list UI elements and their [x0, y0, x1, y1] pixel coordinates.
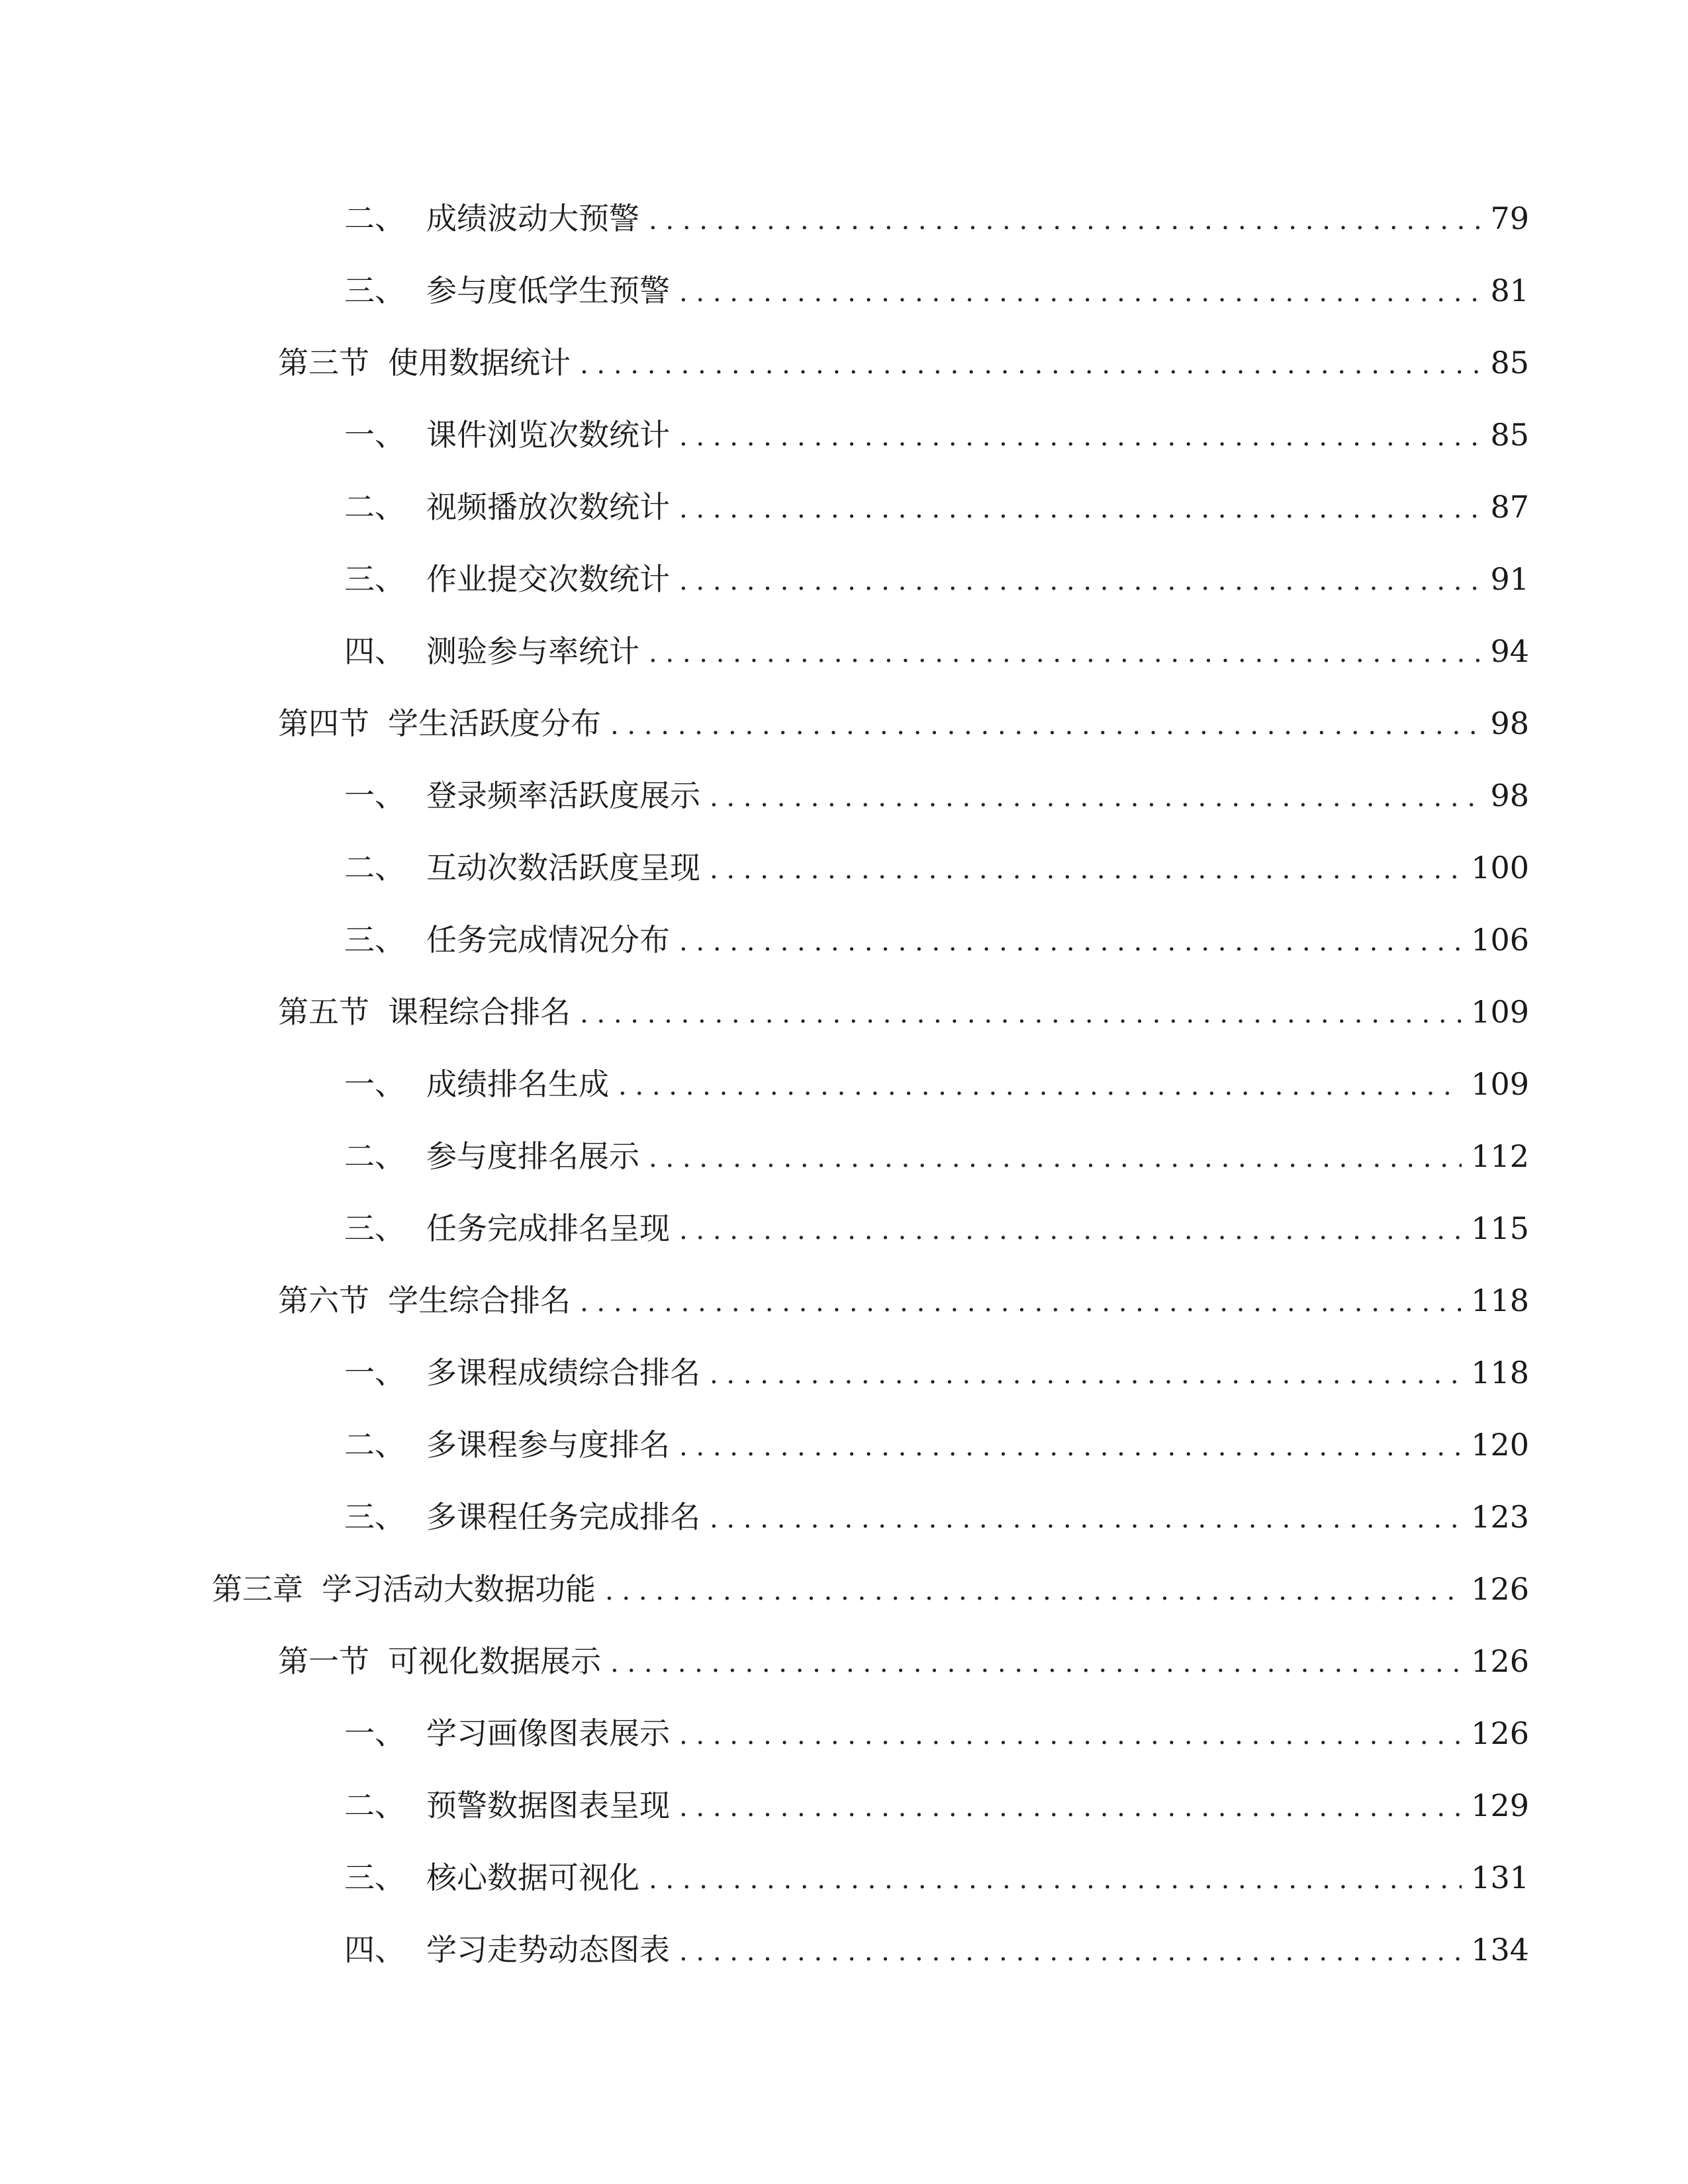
toc-entry-title: 参与度低学生预警 [426, 273, 670, 308]
toc-entry-title: 学习活动大数据功能 [322, 1571, 596, 1607]
toc-entry[interactable] [344, 1925, 1529, 1975]
toc-page-number: 98 [1490, 778, 1529, 813]
toc-entry-title: 学习画像图表展示 [426, 1715, 670, 1751]
toc-dot-leader [710, 772, 1481, 823]
toc-page-number: 126 [1471, 1571, 1529, 1607]
toc-page-number: 94 [1490, 633, 1529, 669]
toc-entry-title: 学生综合排名 [388, 1283, 571, 1318]
toc-page-number: 100 [1471, 850, 1529, 886]
toc-entry[interactable] [344, 626, 1529, 676]
toc-entry[interactable] [344, 1420, 1529, 1470]
toc-dot-leader [649, 628, 1481, 678]
toc-entry-marker: 四、 [344, 633, 405, 669]
toc-dot-leader [679, 1927, 1462, 1977]
toc-entry-title: 登录频率活跃度展示 [426, 778, 700, 813]
toc-entry-title: 视频播放次数统计 [426, 489, 670, 525]
toc-entry-title: 学习走势动态图表 [426, 1932, 670, 1968]
toc-entry-marker: 一、 [344, 1066, 405, 1102]
toc-page-number: 106 [1471, 922, 1529, 958]
toc-entry-title: 多课程成绩综合排名 [426, 1355, 700, 1390]
toc-entry[interactable] [344, 1203, 1529, 1253]
toc-entry-marker: 二、 [344, 1138, 405, 1174]
toc-entry-marker: 三、 [344, 273, 405, 308]
toc-entry[interactable] [344, 1852, 1529, 1903]
toc-entry[interactable] [344, 915, 1529, 965]
toc-page-number: 109 [1471, 994, 1529, 1030]
toc-entry[interactable] [344, 770, 1529, 821]
toc-entry-title: 成绩排名生成 [426, 1066, 609, 1102]
toc-dot-leader [710, 1349, 1462, 1400]
toc-dot-leader [679, 917, 1462, 967]
toc-dot-leader [679, 484, 1481, 534]
toc-section-number: 第六节 [278, 1283, 369, 1318]
toc-entry-marker: 一、 [344, 1715, 405, 1751]
toc-dot-leader [710, 844, 1462, 895]
toc-entry[interactable] [344, 265, 1529, 316]
toc-entry-marker: 二、 [344, 1788, 405, 1823]
toc-entry[interactable] [344, 1492, 1529, 1542]
toc-dot-leader [679, 412, 1481, 462]
toc-entry[interactable] [344, 193, 1529, 244]
toc-page-number: 131 [1471, 1860, 1529, 1895]
toc-dot-leader [649, 1133, 1462, 1183]
toc-page-number: 126 [1471, 1643, 1529, 1679]
toc-entry-marker: 二、 [344, 489, 405, 525]
toc-dot-leader [649, 1854, 1462, 1905]
toc-entry-marker: 二、 [344, 201, 405, 236]
toc-dot-leader [710, 1494, 1462, 1544]
toc-entry-marker: 三、 [344, 1860, 405, 1895]
toc-dot-leader [580, 989, 1462, 1039]
toc-entry-title: 测验参与率统计 [426, 633, 639, 669]
toc-entry-marker: 三、 [344, 561, 405, 597]
toc-page-number: 129 [1471, 1788, 1529, 1823]
toc-dot-leader [679, 1710, 1462, 1760]
toc-dot-leader [605, 1566, 1462, 1616]
toc-page-number: 98 [1490, 705, 1529, 741]
toc-entry-title: 学生活跃度分布 [388, 705, 601, 741]
toc-page-number: 87 [1490, 489, 1529, 525]
toc-page-number: 123 [1471, 1499, 1529, 1535]
toc-dot-leader [649, 195, 1481, 246]
toc-dot-leader [679, 1422, 1462, 1472]
toc-dot-leader [679, 1782, 1462, 1833]
toc-entry-title: 可视化数据展示 [388, 1643, 601, 1679]
toc-page-number: 85 [1490, 417, 1529, 453]
toc-dot-leader [618, 1061, 1462, 1111]
toc-entry-title: 作业提交次数统计 [426, 561, 670, 597]
toc-page-number: 118 [1471, 1355, 1529, 1390]
toc-entry-marker: 三、 [344, 1210, 405, 1246]
toc-entry-marker: 二、 [344, 1427, 405, 1463]
toc-page-number: 79 [1490, 201, 1529, 236]
toc-page-number: 120 [1471, 1427, 1529, 1463]
toc-entry-title: 任务完成排名呈现 [426, 1210, 670, 1246]
toc-entry-marker: 三、 [344, 922, 405, 958]
toc-entry-marker: 三、 [344, 1499, 405, 1535]
toc-entry[interactable] [344, 554, 1529, 604]
toc-entry-section[interactable] [278, 698, 1529, 749]
toc-entry-title: 参与度排名展示 [426, 1138, 639, 1174]
toc-entry-title: 成绩波动大预警 [426, 201, 639, 236]
toc-entry-section[interactable] [278, 338, 1529, 388]
toc-page-number: 81 [1490, 273, 1529, 308]
toc-dot-leader [679, 556, 1481, 606]
toc-entry[interactable] [344, 1131, 1529, 1181]
toc-entry-marker: 二、 [344, 850, 405, 886]
toc-page-number: 91 [1490, 561, 1529, 597]
toc-entry-title: 多课程参与度排名 [426, 1427, 670, 1463]
toc-entry-title: 多课程任务完成排名 [426, 1499, 700, 1535]
toc-page-number: 118 [1471, 1283, 1529, 1318]
toc-entry[interactable] [344, 1780, 1529, 1831]
toc-entry-section[interactable] [278, 1275, 1529, 1326]
toc-entry-marker: 四、 [344, 1932, 405, 1968]
toc-dot-leader [679, 1205, 1462, 1255]
toc-dot-leader [679, 267, 1481, 318]
toc-entry-chapter[interactable] [212, 1564, 1529, 1614]
toc-page-number: 126 [1471, 1715, 1529, 1751]
toc-entry-title: 任务完成情况分布 [426, 922, 670, 958]
toc-entry-title: 课程综合排名 [388, 994, 571, 1030]
toc-entry-section[interactable] [278, 987, 1529, 1037]
toc-entry[interactable] [344, 1708, 1529, 1758]
toc-page-number: 134 [1471, 1932, 1529, 1968]
toc-entry[interactable] [344, 842, 1529, 893]
toc-section-number: 第一节 [278, 1643, 369, 1679]
toc-entry-section[interactable] [278, 1636, 1529, 1686]
toc-dot-leader [610, 1638, 1462, 1688]
toc-entry-marker: 一、 [344, 417, 405, 453]
toc-page-number: 115 [1471, 1210, 1529, 1246]
toc-entry-title: 使用数据统计 [388, 345, 571, 381]
toc-chapter-number: 第三章 [212, 1571, 303, 1607]
toc-section-number: 第三节 [278, 345, 369, 381]
toc-dot-leader [610, 700, 1481, 751]
toc-page-number: 109 [1471, 1066, 1529, 1102]
toc-page-number: 85 [1490, 345, 1529, 381]
toc-section-number: 第五节 [278, 994, 369, 1030]
toc-section-number: 第四节 [278, 705, 369, 741]
toc-entry[interactable] [344, 482, 1529, 532]
toc-entry[interactable] [344, 410, 1529, 460]
toc-entry[interactable] [344, 1059, 1529, 1109]
toc-dot-leader [580, 1277, 1462, 1328]
toc-entry-marker: 一、 [344, 1355, 405, 1390]
toc-entry-title: 预警数据图表呈现 [426, 1788, 670, 1823]
toc-entry-marker: 一、 [344, 778, 405, 813]
toc-entry[interactable] [344, 1347, 1529, 1398]
toc-entry-title: 核心数据可视化 [426, 1860, 639, 1895]
toc-dot-leader [580, 340, 1481, 390]
toc-entry-title: 课件浏览次数统计 [426, 417, 670, 453]
toc-entry-title: 互动次数活跃度呈现 [426, 850, 700, 886]
toc-page-number: 112 [1471, 1138, 1529, 1174]
